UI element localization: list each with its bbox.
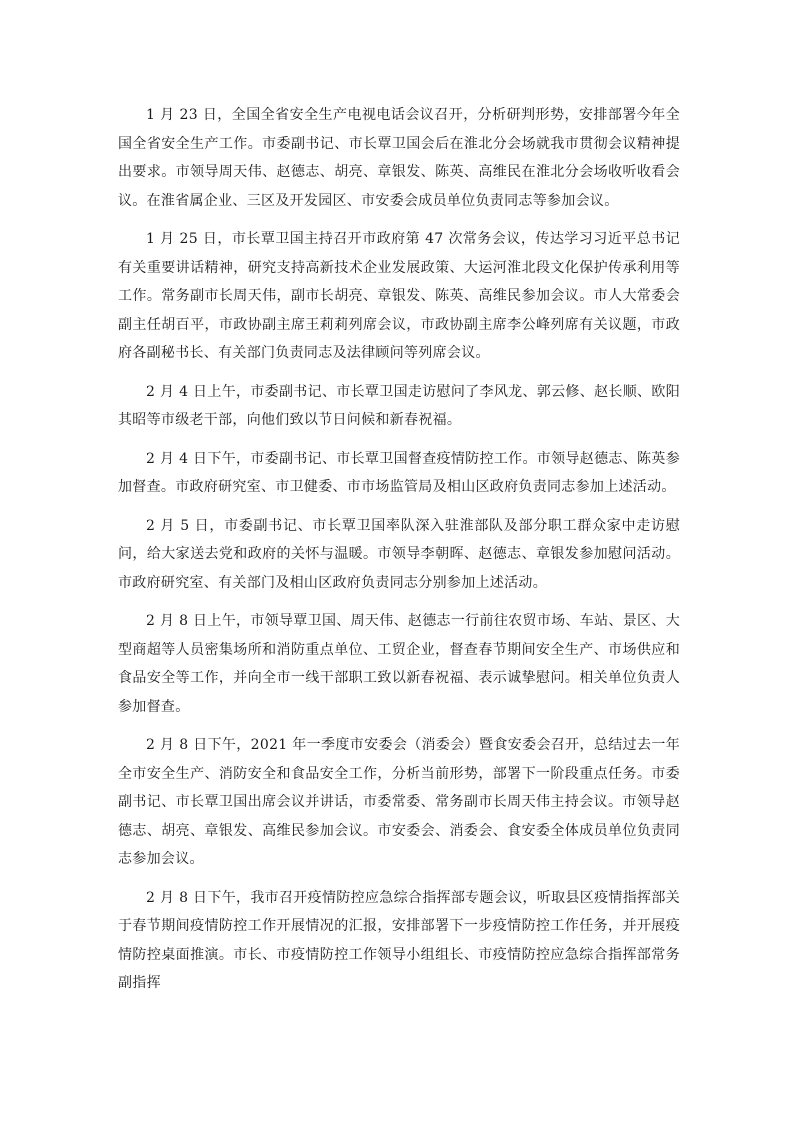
paragraph-feb-8-afternoon-epidemic: 2 月 8 日下午，我市召开疫情防控应急综合指挥部专题会议，听取县区疫情指挥部关于春节期间疫情防控工作开展情况的汇报，安排部署下一步疫情防控工作任务，并开展疫情防控桌面推演。市长、市疫情防控工作领导小组组长、市疫情防控应急综合指挥部常务副指挥 [118,889,680,991]
paragraph-feb-8-morning: 2 月 8 日上午，市领导覃卫国、周天伟、赵德志一行前往农贸市场、车站、景区、大型商超等人员密集场所和消防重点单位、工贸企业，督查春节期间安全生产、市场供应和食品安全等工作，并向全市一线干部职工致以新春祝福、表示诚挚慰问。相关单位负责人参加督查。 [118,613,680,715]
paragraph-jan-23: 1 月 23 日，全国全省安全生产电视电话会议召开，分析研判形势，安排部署今年全国全省安全生产工作。市委副书记、市长覃卫国会后在淮北分会场就我市贯彻会议精神提出要求。市领导周天伟、赵德志、胡亮、章银发、陈英、高维民在淮北分会场收听收看会议。在淮省属企业、三区及开发园区、市安委会成员单位负责同志等参加会议。 [118,107,680,209]
document-body [118,101,680,1008]
paragraph-jan-25: 1 月 25 日，市长覃卫国主持召开市政府第 47 次常务会议，传达学习习近平总书记有关重要讲话精神，研究支持高新技术企业发展政策、大运河淮北段文化保护传承利用等工作。常务副市长周天伟，副市长胡亮、章银发、陈英、高维民参加会议。市人大常委会副主任胡百平，市政协副主席王莉莉列席会议，市政协副主席李公峰列席有关议题，市政府各副秘书长、有关部门负责同志及法律顾问等列席会议。 [118,231,680,361]
paragraph-feb-5: 2 月 5 日，市委副书记、市长覃卫国率队深入驻淮部队及部分职工群众家中走访慰问，给大家送去党和政府的关怀与温暖。市领导李朝晖、赵德志、章银发参加慰问活动。市政府研究室、有关部门及相山区政府负责同志分别参加上述活动。 [118,517,680,591]
paragraph-feb-4-morning: 2 月 4 日上午，市委副书记、市长覃卫国走访慰问了李风龙、郭云修、赵长顺、欧阳其昭等市级老干部，向他们致以节日问候和新春祝福。 [118,383,680,428]
paragraph-feb-8-afternoon-safety: 2 月 8 日下午，2021 年一季度市安委会（消委会）暨食安委会召开，总结过去一年全市安全生产、消防安全和食品安全工作，分析当前形势，部署下一阶段重点任务。市委副书记、市长覃卫国出席会议并讲话，市委常委、常务副市长周天伟主持会议。市领导赵德志、胡亮、章银发、高维民参加会议。市安委会、消委会、食安委全体成员单位负责同志参加会议。 [118,737,680,867]
paragraph-feb-4-afternoon: 2 月 4 日下午，市委副书记、市长覃卫国督查疫情防控工作。市领导赵德志、陈英参加督查。市政府研究室、市卫健委、市市场监管局及相山区政府负责同志参加上述活动。 [118,450,680,495]
